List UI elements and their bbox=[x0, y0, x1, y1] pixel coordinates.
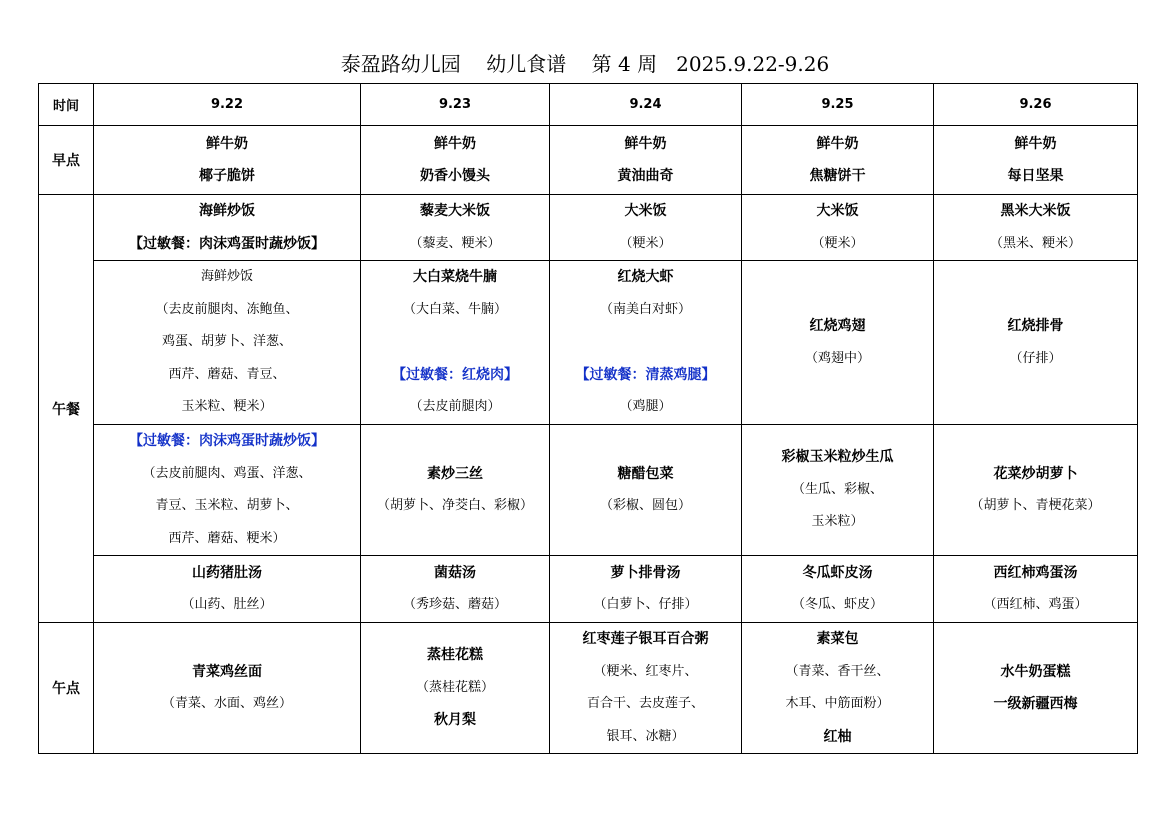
spacer bbox=[550, 326, 741, 359]
lunch-staple-cell bbox=[361, 195, 550, 261]
breakfast-cell bbox=[550, 126, 742, 195]
page-title: 泰盈路幼儿园 幼儿食谱 第 4 周 2025.9.22-9.26 bbox=[340, 52, 830, 76]
food-item: 焦糖饼干 bbox=[809, 168, 866, 184]
ingredients: （白萝卜、仔排） bbox=[593, 597, 698, 612]
allergy-note: 【过敏餐：清蒸鸡腿】 bbox=[575, 366, 716, 383]
header-row bbox=[39, 84, 1138, 126]
lunch-main-cell bbox=[934, 261, 1138, 425]
food-item: 花菜炒胡萝卜 bbox=[993, 465, 1078, 482]
lunch-side-cell bbox=[742, 425, 934, 556]
breakfast-label: 早点 bbox=[39, 126, 94, 195]
lunch-side-cell bbox=[94, 425, 361, 556]
food-item: 奶香小馒头 bbox=[420, 168, 490, 184]
lunch-main-cell bbox=[94, 261, 361, 425]
lunch-label: 午餐 bbox=[39, 195, 94, 623]
date-header: 9.25 bbox=[742, 84, 934, 126]
food-item: 藜麦大米饭 bbox=[420, 203, 490, 219]
food-item: 青菜鸡丝面 bbox=[192, 663, 262, 680]
ingredients: （去皮前腿肉、冻鲍鱼、 bbox=[155, 301, 299, 317]
lunch-soup-cell bbox=[742, 556, 934, 623]
food-item: 红枣莲子银耳百合粥 bbox=[582, 631, 709, 647]
ingredients: （冬瓜、虾皮） bbox=[791, 597, 883, 612]
date-header: 9.22 bbox=[94, 84, 361, 126]
ingredients: （胡萝卜、净茭白、彩椒） bbox=[376, 498, 533, 513]
snack-cell bbox=[361, 623, 550, 754]
ingredients: （鸡腿） bbox=[619, 399, 672, 415]
ingredients: （青菜、香干丝、 bbox=[785, 663, 890, 679]
food-item: 素菜包 bbox=[816, 631, 859, 647]
snack-cell bbox=[742, 623, 934, 754]
ingredients: （南美白对虾） bbox=[599, 301, 691, 317]
snack-cell bbox=[934, 623, 1138, 754]
ingredients: 玉米粒） bbox=[811, 514, 864, 530]
menu-table bbox=[38, 83, 1138, 754]
ingredients: （山药、肚丝） bbox=[181, 597, 273, 612]
food-item: 鲜牛奶 bbox=[434, 135, 476, 152]
ingredients: （去皮前腿肉） bbox=[409, 399, 501, 415]
ingredients: 银耳、冰糖） bbox=[606, 728, 685, 744]
breakfast-row bbox=[39, 126, 1138, 195]
ingredients: （粳米、红枣片、 bbox=[593, 663, 698, 679]
lunch-side-cell bbox=[550, 425, 742, 556]
fruit-item: 秋月梨 bbox=[434, 712, 476, 729]
ingredients: （藜麦、粳米） bbox=[409, 235, 501, 251]
ingredients: 青豆、玉米粒、胡萝卜、 bbox=[155, 498, 299, 513]
lunch-side-cell bbox=[934, 425, 1138, 556]
ingredients: （青菜、水面、鸡丝） bbox=[161, 696, 292, 711]
food-item: 大米饭 bbox=[624, 203, 667, 219]
food-item: 鲜牛奶 bbox=[206, 135, 248, 152]
lunch-side-row bbox=[39, 425, 1138, 556]
food-item: 红烧大虾 bbox=[617, 269, 674, 286]
lunch-staple-cell bbox=[94, 195, 361, 261]
food-item: 糖醋包菜 bbox=[617, 465, 674, 482]
lunch-main-row bbox=[39, 261, 1138, 425]
spacer bbox=[361, 326, 549, 359]
lunch-main-cell bbox=[742, 261, 934, 425]
food-item: 鲜牛奶 bbox=[816, 135, 859, 152]
allergy-note: 【过敏餐：肉沫鸡蛋时蔬炒饭】 bbox=[129, 235, 325, 252]
ingredients: 百合干、去皮莲子、 bbox=[586, 696, 704, 711]
food-item: 红烧鸡翅 bbox=[809, 318, 866, 334]
food-item: 蒸桂花糕 bbox=[427, 647, 483, 664]
ingredients: （西红柿、鸡蛋） bbox=[983, 597, 1088, 612]
food-item: 红烧排骨 bbox=[1007, 318, 1064, 334]
date-header: 9.23 bbox=[361, 84, 550, 126]
lunch-main-cell bbox=[361, 261, 550, 425]
ingredients: （蒸桂花糕） bbox=[415, 679, 494, 695]
ingredients: （仔排） bbox=[1009, 350, 1062, 366]
breakfast-cell bbox=[742, 126, 934, 195]
breakfast-cell bbox=[94, 126, 361, 195]
food-item: 冬瓜虾皮汤 bbox=[802, 564, 873, 581]
food-item: 萝卜排骨汤 bbox=[610, 564, 681, 581]
ingredients: （粳米） bbox=[811, 235, 864, 251]
lunch-soup-cell bbox=[361, 556, 550, 623]
lunch-staple-cell bbox=[742, 195, 934, 261]
ingredients: （秀珍菇、蘑菇） bbox=[402, 597, 507, 612]
snack-row bbox=[39, 623, 1138, 754]
lunch-staple-cell bbox=[550, 195, 742, 261]
snack-cell bbox=[550, 623, 742, 754]
ingredients: 西芹、蘑菇、青豆、 bbox=[168, 366, 286, 382]
food-item: 鲜牛奶 bbox=[1014, 135, 1057, 152]
breakfast-cell bbox=[934, 126, 1138, 195]
food-item: 大白菜烧牛腩 bbox=[413, 269, 497, 286]
lunch-side-cell bbox=[361, 425, 550, 556]
food-item: 西红柿鸡蛋汤 bbox=[993, 564, 1078, 581]
lunch-soup-cell bbox=[934, 556, 1138, 623]
lunch-soup-row bbox=[39, 556, 1138, 623]
food-item: 海鲜炒饭 bbox=[199, 203, 255, 219]
food-item: 素炒三丝 bbox=[427, 465, 483, 482]
food-item: 鲜牛奶 bbox=[624, 135, 667, 152]
ingredients: （鸡翅中） bbox=[804, 350, 870, 366]
food-item: 山药猪肚汤 bbox=[192, 564, 262, 581]
ingredients: （彩椒、圆包） bbox=[599, 498, 691, 513]
food-item: 黄油曲奇 bbox=[617, 168, 674, 184]
ingredients: （去皮前腿肉、鸡蛋、洋葱、 bbox=[142, 465, 312, 481]
ingredients: 西芹、蘑菇、粳米） bbox=[168, 530, 286, 546]
breakfast-cell bbox=[361, 126, 550, 195]
food-item: 水牛奶蛋糕 bbox=[1000, 663, 1071, 680]
lunch-soup-cell bbox=[550, 556, 742, 623]
ingredients: （大白菜、牛腩） bbox=[402, 301, 507, 317]
snack-cell bbox=[94, 623, 361, 754]
allergy-note: 【过敏餐：肉沫鸡蛋时蔬炒饭】 bbox=[129, 433, 325, 449]
food-item: 大米饭 bbox=[816, 203, 859, 219]
date-header: 9.26 bbox=[934, 84, 1138, 126]
ingredients: 鸡蛋、胡萝卜、洋葱、 bbox=[161, 334, 292, 350]
snack-label: 午点 bbox=[39, 623, 94, 754]
food-item: 黑米大米饭 bbox=[1000, 203, 1071, 219]
lunch-staple-row bbox=[39, 195, 1138, 261]
lunch-main-cell bbox=[550, 261, 742, 425]
fruit-item: 红柚 bbox=[823, 728, 852, 745]
lunch-soup-cell bbox=[94, 556, 361, 623]
food-item: 菌菇汤 bbox=[434, 564, 476, 581]
food-item: 每日坚果 bbox=[1007, 168, 1064, 184]
date-header: 9.24 bbox=[550, 84, 742, 126]
lunch-staple-cell bbox=[934, 195, 1138, 261]
ingredients: 木耳、中筋面粉） bbox=[785, 696, 890, 711]
ingredients: （粳米） bbox=[619, 235, 672, 251]
time-header: 时间 bbox=[39, 84, 94, 126]
ingredients: （黑米、粳米） bbox=[989, 235, 1081, 251]
fruit-item: 一级新疆西梅 bbox=[993, 696, 1078, 712]
allergy-note: 【过敏餐：红烧肉】 bbox=[392, 366, 518, 383]
ingredients: 玉米粒、粳米） bbox=[181, 399, 273, 415]
ingredients: （生瓜、彩椒、 bbox=[791, 481, 883, 497]
ingredients: （胡萝卜、青梗花菜） bbox=[970, 498, 1101, 513]
food-item: 彩椒玉米粒炒生瓜 bbox=[781, 449, 894, 466]
food-item: 海鲜炒饭 bbox=[200, 269, 253, 285]
food-item: 椰子脆饼 bbox=[199, 168, 255, 184]
